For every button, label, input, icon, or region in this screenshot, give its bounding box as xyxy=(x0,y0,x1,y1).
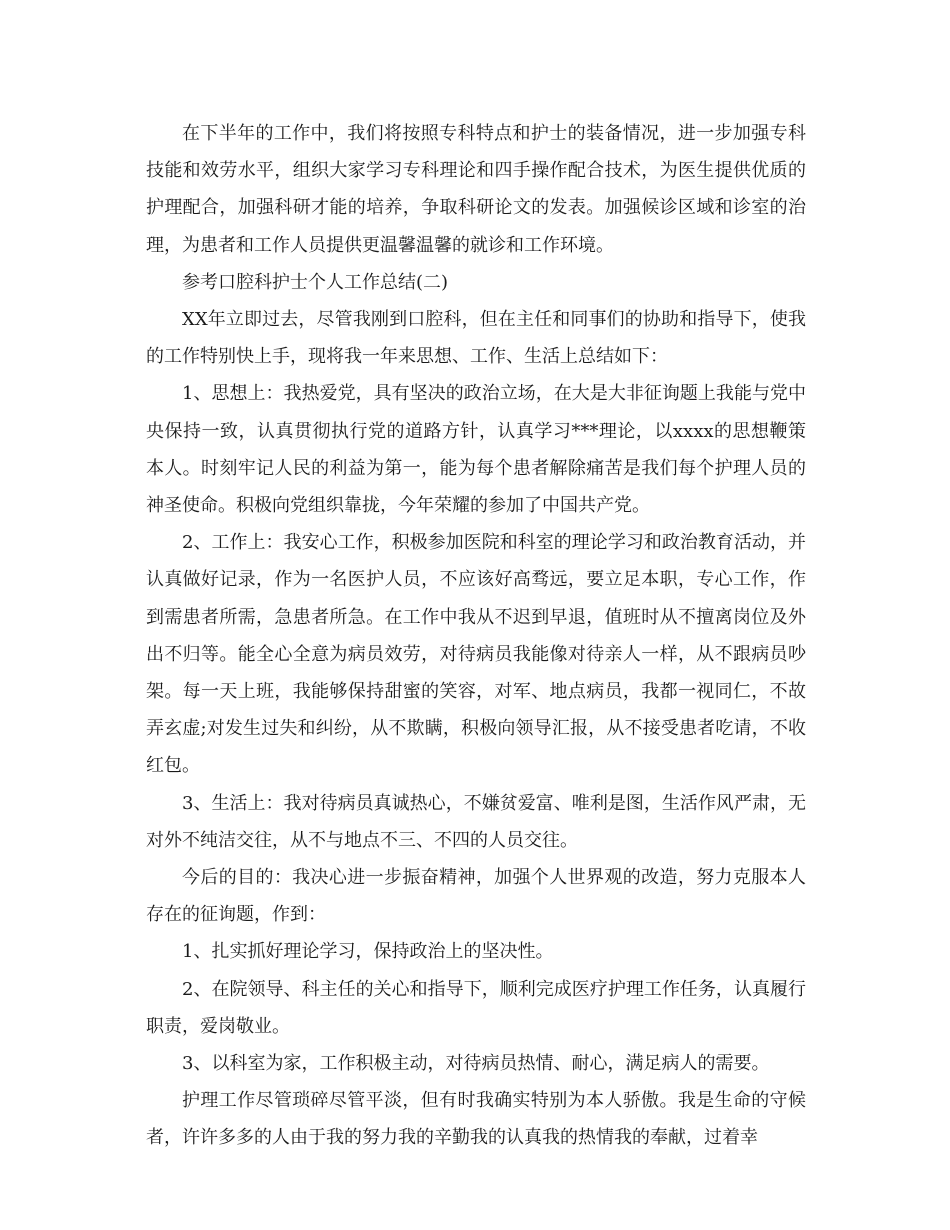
list-item-goal-3: 3、以科室为家，工作积极主动，对待病员热情、耐心，满足病人的需要。 xyxy=(182,1053,770,1075)
paragraph-closing: 护理工作尽管琐碎尽管平淡，但有时我确实特别为本人骄傲。我是生命的守候者，许许多多的人由于我的努力我的辛勤我的认真我的热情我的奉献，过着幸 xyxy=(146,1090,806,1149)
paragraph-thought: 1、思想上：我热爱党，具有坚决的政治立场，在大是大非征询题上我能与党中央保持一致，认真贯彻执行党的道路方针，认真学习***理论，以xxxx的思想鞭策本人。时刻牢记人民的利益为第一，能为每个患者解除痛苦是我们每个护理人员的神圣使命。积极向党组织靠拢，今年荣耀的参加了中国共产党。 xyxy=(146,383,806,517)
paragraph-life: 3、生活上：我对待病员真诚热心，不嫌贫爱富、唯利是图，生活作风严肃，无对外不纯洁交往，从不与地点不三、不四的人员交往。 xyxy=(146,792,806,851)
paragraph-work: 2、工作上：我安心工作，积极参加医院和科室的理论学习和政治教育活动，并认真做好记录，作为一名医护人员，不应该好高骛远，要立足本职，专心工作，作到需患者所需，急患者所急。在工作中我从不迟到早退，值班时从不擅离岗位及外出不归等。能全心全意为病员效劳，对待病员我能像对待亲人一样，从不跟病员吵架。每一天上班，我能够保持甜蜜的笑容，对军、地点病员，我都一视同仁，不故弄玄虚;对发生过失和纠纷，从不欺瞒，积极向领导汇报，从不接受患者吃请，不收红包。 xyxy=(146,532,806,777)
section-title: 参考口腔科护士个人工作总结(二) xyxy=(182,271,449,293)
paragraph-plan: 在下半年的工作中，我们将按照专科特点和护士的装备情况，进一步加强专科技能和效劳水平，组织大家学习专科理论和四手操作配合技术，为医生提供优质的护理配合，加强科研才能的培养，争取科研论文的发表。加强候诊区域和诊室的治理，为患者和工作人员提供更温馨温馨的就诊和工作环境。 xyxy=(146,123,806,256)
list-item-goal-2: 2、在院领导、科主任的关心和指导下，顺利完成医疗护理工作任务，认真履行职责，爱岗敬业。 xyxy=(146,978,806,1037)
document-body xyxy=(146,115,806,1157)
paragraph-intro: XX年立即过去，尽管我刚到口腔科，但在主任和同事们的协助和指导下，使我的工作特别快上手，现将我一年来思想、工作、生活上总结如下： xyxy=(146,309,806,368)
list-item-goal-1: 1、扎实抓好理论学习，保持政治上的坚决性。 xyxy=(182,941,554,963)
paragraph-goal: 今后的目的：我决心进一步振奋精神，加强个人世界观的改造，努力克服本人存在的征询题，作到： xyxy=(146,867,806,926)
